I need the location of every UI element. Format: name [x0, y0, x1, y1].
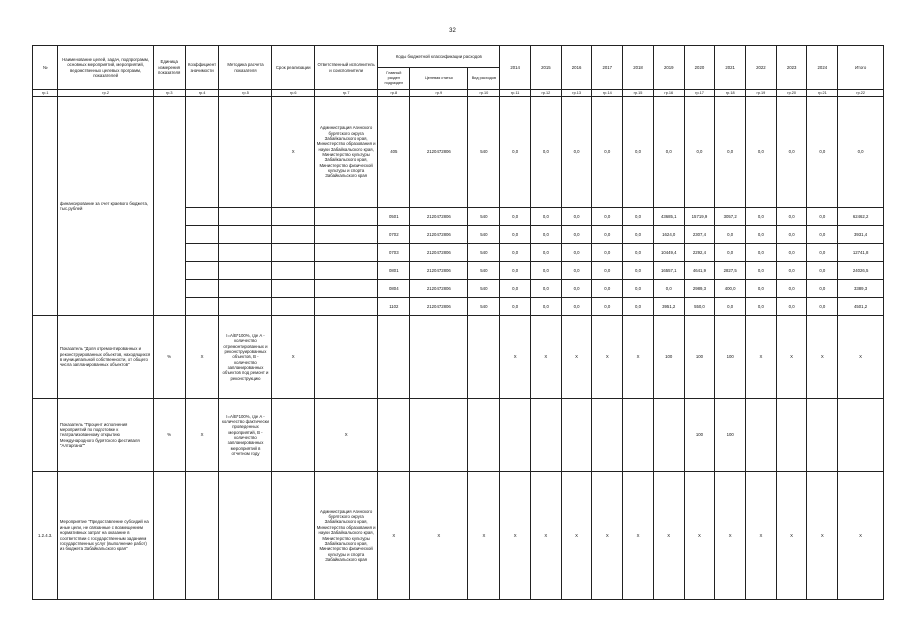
- indicator1-method: I=A/B*100%, где A - количество отремонтированных и реконструированных объектов, B - количество запланированных объектов под ремонт и реконструкцию: [219, 316, 272, 399]
- header-vr: Вид расходов: [468, 68, 500, 90]
- financing-csr: 2120472806: [410, 97, 468, 208]
- value-cell: 0,0: [746, 97, 777, 208]
- value-cell: [561, 399, 592, 472]
- colnum: гр.6: [272, 90, 314, 97]
- value-cell: 3057,2: [715, 208, 746, 226]
- value-cell: 0,0: [592, 208, 623, 226]
- colnum: гр.1: [33, 90, 58, 97]
- colnum: гр.7: [314, 90, 378, 97]
- value-cell: Х: [776, 316, 807, 399]
- value-cell: Х: [807, 316, 838, 399]
- value-cell: 2989,3: [684, 280, 715, 298]
- value-cell: 0,0: [715, 226, 746, 244]
- value-cell: 0,0: [776, 208, 807, 226]
- value-cell: 0,0: [500, 280, 531, 298]
- empty-cell: [468, 399, 500, 472]
- value-cell: 0,0: [592, 226, 623, 244]
- empty-cell: [185, 262, 219, 280]
- value-cell: Х: [592, 472, 623, 600]
- program-table: [32, 45, 884, 600]
- activity-no: 1.2.4.3.: [33, 472, 58, 600]
- financing-unit: [153, 97, 185, 316]
- value-cell: 0,0: [531, 208, 562, 226]
- colnum: гр.5: [219, 90, 272, 97]
- value-cell: Х: [531, 472, 562, 600]
- financing-r: 405: [378, 97, 410, 208]
- colnum: гр.9: [410, 90, 468, 97]
- value-cell: 0,0: [807, 280, 838, 298]
- empty-cell: [153, 472, 185, 600]
- header-coef: Коэффициент значимости: [185, 46, 219, 90]
- empty-cell: [272, 226, 314, 244]
- value-cell: 0,0: [776, 244, 807, 262]
- header-year-2024: 2024: [807, 46, 838, 90]
- empty-cell: [219, 208, 272, 226]
- header-year-2014: 2014: [500, 46, 531, 90]
- empty-cell: [410, 316, 468, 399]
- value-cell: 0,0: [623, 226, 654, 244]
- header-grbs: Главный раздел подраздел: [378, 68, 410, 90]
- total-cell: 3389,3: [838, 280, 884, 298]
- value-cell: 0,0: [500, 208, 531, 226]
- colnum: гр.12: [531, 90, 562, 97]
- page-number: 32: [449, 28, 456, 34]
- empty-cell: [314, 298, 378, 316]
- code-vr: 540: [468, 262, 500, 280]
- empty-cell: [219, 244, 272, 262]
- value-cell: 0,0: [807, 244, 838, 262]
- value-cell: 0,0: [623, 97, 654, 208]
- value-cell: 0,0: [531, 97, 562, 208]
- activity-resp: Администрация Агинского бурятского округа Забайкальского края, Министерство образования и науки Забайкальского края, Министерство культуры Забайкальского края, Министерство физической культуры и спорта Забайкальского края: [314, 472, 378, 600]
- financing-method: [219, 97, 272, 208]
- financing-resp: Администрация Агинского бурятского округа Забайкальского края, Министерство образования и науки Забайкальского края, Министерство культуры Забайкальского края, Министерство физической культуры и спорта Забайкальского края: [314, 97, 378, 208]
- value-cell: 0,0: [531, 298, 562, 316]
- empty-cell: [314, 226, 378, 244]
- code-vr: 540: [468, 208, 500, 226]
- value-cell: 0,0: [561, 244, 592, 262]
- empty-cell: [185, 226, 219, 244]
- value-cell: Х: [807, 472, 838, 600]
- header-codes: Коды бюджетной классификации расходов: [378, 46, 500, 68]
- value-cell: 100: [715, 316, 746, 399]
- value-cell: 2307,4: [684, 226, 715, 244]
- value-cell: Х: [746, 472, 777, 600]
- row-no: [33, 399, 58, 472]
- value-cell: 15719,9: [684, 208, 715, 226]
- colnum: гр.15: [623, 90, 654, 97]
- colnum: гр.17: [684, 90, 715, 97]
- header-year-2020: 2020: [684, 46, 715, 90]
- value-cell: [592, 399, 623, 472]
- header-name: Наименование целей, задач, подпрограмм, основных мероприятий, мероприятий, ведомственных целевых программ, показателей: [58, 46, 153, 90]
- value-cell: 0,0: [746, 208, 777, 226]
- value-cell: 2292,4: [684, 244, 715, 262]
- colnum: гр.4: [185, 90, 219, 97]
- total-cell: Х: [838, 472, 884, 600]
- value-cell: Х: [500, 316, 531, 399]
- total-cell: 12741,8: [838, 244, 884, 262]
- value-cell: 550,0: [684, 298, 715, 316]
- financing-term: Х: [272, 97, 314, 208]
- colnum: гр.13: [561, 90, 592, 97]
- empty-cell: [185, 208, 219, 226]
- code-vr: Х: [468, 472, 500, 600]
- empty-cell: [314, 262, 378, 280]
- value-cell: 0,0: [500, 298, 531, 316]
- value-cell: 0,0: [807, 298, 838, 316]
- header-unit: Единица измерения показателя: [153, 46, 185, 90]
- value-cell: 100: [653, 316, 684, 399]
- empty-cell: [272, 298, 314, 316]
- value-cell: Х: [746, 316, 777, 399]
- empty-cell: [272, 399, 314, 472]
- value-cell: 0,0: [746, 280, 777, 298]
- code-r: 0801: [378, 262, 410, 280]
- value-cell: 0,0: [623, 244, 654, 262]
- empty-cell: [185, 244, 219, 262]
- code-r: 0702: [378, 226, 410, 244]
- code-csr: 2120472806: [410, 262, 468, 280]
- total-cell: 4501,2: [838, 298, 884, 316]
- value-cell: 1624,0: [653, 226, 684, 244]
- code-csr: 2120472806: [410, 244, 468, 262]
- value-cell: 0,0: [531, 244, 562, 262]
- value-cell: 0,0: [653, 97, 684, 208]
- code-csr: 2120472806: [410, 298, 468, 316]
- value-cell: Х: [623, 316, 654, 399]
- empty-cell: [272, 280, 314, 298]
- indicator2-label: Показатель "Процент исполнения мероприятий по подготовке к театрализованному открытию Международного бурятского фестиваля "Алтаргана"": [58, 399, 153, 472]
- indicator2-resp: Х: [314, 399, 378, 472]
- empty-cell: [314, 244, 378, 262]
- colnum: гр.19: [746, 90, 777, 97]
- code-csr: Х: [410, 472, 468, 600]
- total-cell: 0,0: [838, 97, 884, 208]
- indicator2-method: I=A/B*100%, где A - количество фактически проведенных мероприятий, B - количество запланированных мероприятий в отчетном году: [219, 399, 272, 472]
- value-cell: Х: [561, 472, 592, 600]
- empty-cell: [272, 472, 314, 600]
- colnum: гр.21: [807, 90, 838, 97]
- value-cell: 0,0: [746, 298, 777, 316]
- financing-vr: 540: [468, 97, 500, 208]
- value-cell: Х: [653, 472, 684, 600]
- total-cell: 62462,2: [838, 208, 884, 226]
- value-cell: 0,0: [592, 97, 623, 208]
- colnum: гр.11: [500, 90, 531, 97]
- value-cell: 0,0: [776, 298, 807, 316]
- header-year-2017: 2017: [592, 46, 623, 90]
- empty-cell: [378, 316, 410, 399]
- value-cell: 400,0: [715, 280, 746, 298]
- colnum: гр.10: [468, 90, 500, 97]
- value-cell: Х: [715, 472, 746, 600]
- value-cell: 0,0: [715, 97, 746, 208]
- value-cell: 43685,1: [653, 208, 684, 226]
- value-cell: 0,0: [746, 244, 777, 262]
- value-cell: [531, 399, 562, 472]
- value-cell: 0,0: [592, 244, 623, 262]
- colnum: гр.2: [58, 90, 153, 97]
- indicator2-coef: Х: [185, 399, 219, 472]
- value-cell: [653, 399, 684, 472]
- value-cell: 100: [684, 399, 715, 472]
- value-cell: 0,0: [500, 226, 531, 244]
- value-cell: 3951,2: [653, 298, 684, 316]
- indicator1-coef: Х: [185, 316, 219, 399]
- value-cell: 0,0: [746, 226, 777, 244]
- value-cell: 0,0: [531, 262, 562, 280]
- financing-label: финансирование за счет краевого бюджета, тыс.рублей: [58, 97, 153, 316]
- header-year-2018: 2018: [623, 46, 654, 90]
- value-cell: 0,0: [531, 280, 562, 298]
- value-cell: 0,0: [776, 262, 807, 280]
- table-row: [33, 472, 884, 600]
- value-cell: 0,0: [592, 298, 623, 316]
- table-row: [33, 399, 884, 472]
- value-cell: 0,0: [776, 226, 807, 244]
- activity-label: Мероприятие "Предоставление субсидий на иные цели, не связанные с возмещением нормативных затрат на оказание в соответствии с государственным заданием государственных услуг (выполнение работ) из бюджета Забайкальского края": [58, 472, 153, 600]
- empty-cell: [272, 208, 314, 226]
- value-cell: [746, 399, 777, 472]
- value-cell: 16557,1: [653, 262, 684, 280]
- code-csr: 2120472806: [410, 280, 468, 298]
- value-cell: 100: [715, 399, 746, 472]
- total-cell: 24026,5: [838, 262, 884, 280]
- value-cell: [776, 399, 807, 472]
- colnum: гр.20: [776, 90, 807, 97]
- header-year-2019: 2019: [653, 46, 684, 90]
- value-cell: 0,0: [746, 262, 777, 280]
- value-cell: 0,0: [623, 208, 654, 226]
- header-year-2023: 2023: [776, 46, 807, 90]
- indicator1-term: Х: [272, 316, 314, 399]
- colnum: гр.16: [653, 90, 684, 97]
- value-cell: 0,0: [500, 262, 531, 280]
- value-cell: Х: [500, 472, 531, 600]
- empty-cell: [219, 280, 272, 298]
- value-cell: 0,0: [776, 97, 807, 208]
- value-cell: Х: [561, 316, 592, 399]
- row-no: [33, 97, 58, 316]
- code-r: 0501: [378, 208, 410, 226]
- indicator1-unit: %: [153, 316, 185, 399]
- value-cell: 0,0: [592, 280, 623, 298]
- value-cell: 0,0: [807, 97, 838, 208]
- value-cell: 0,0: [653, 280, 684, 298]
- value-cell: 0,0: [561, 280, 592, 298]
- header-year-2021: 2021: [715, 46, 746, 90]
- table-row: [33, 97, 884, 208]
- column-number-row: [33, 90, 884, 97]
- code-csr: 2120472806: [410, 226, 468, 244]
- value-cell: 10449,4: [653, 244, 684, 262]
- value-cell: 0,0: [715, 244, 746, 262]
- empty-cell: [185, 298, 219, 316]
- code-csr: 2120472806: [410, 208, 468, 226]
- colnum: гр.22: [838, 90, 884, 97]
- header-year-2016: 2016: [561, 46, 592, 90]
- empty-cell: [314, 208, 378, 226]
- code-vr: 540: [468, 244, 500, 262]
- header-year-2022: 2022: [746, 46, 777, 90]
- header-total: Итого: [838, 46, 884, 90]
- empty-cell: [314, 280, 378, 298]
- total-cell: Х: [838, 316, 884, 399]
- colnum: гр.3: [153, 90, 185, 97]
- empty-cell: [219, 472, 272, 600]
- value-cell: 0,0: [623, 280, 654, 298]
- code-r: 1102: [378, 298, 410, 316]
- header-method: Методика расчета показателя: [219, 46, 272, 90]
- value-cell: 0,0: [807, 262, 838, 280]
- value-cell: 0,0: [592, 262, 623, 280]
- colnum: гр.14: [592, 90, 623, 97]
- total-cell: 3931,4: [838, 226, 884, 244]
- value-cell: 100: [684, 316, 715, 399]
- value-cell: 0,0: [684, 97, 715, 208]
- value-cell: Х: [776, 472, 807, 600]
- code-r: 0804: [378, 280, 410, 298]
- value-cell: 0,0: [807, 226, 838, 244]
- empty-cell: [272, 244, 314, 262]
- header-term: Срок реализации: [272, 46, 314, 90]
- empty-cell: [219, 262, 272, 280]
- value-cell: [500, 399, 531, 472]
- financing-coef: [185, 97, 219, 208]
- value-cell: 0,0: [715, 298, 746, 316]
- value-cell: 0,0: [561, 262, 592, 280]
- indicator1-label: Показатель "Доля отремонтированных и реконструированных объектов, находящихся в муниципальной собственности, от общего числа запланированных объектов": [58, 316, 153, 399]
- code-vr: 540: [468, 226, 500, 244]
- value-cell: 0,0: [776, 280, 807, 298]
- header-resp: Ответственный исполнитель и соисполнители: [314, 46, 378, 90]
- value-cell: 0,0: [561, 97, 592, 208]
- empty-cell: [219, 226, 272, 244]
- value-cell: [623, 399, 654, 472]
- colnum: гр.8: [378, 90, 410, 97]
- empty-cell: [314, 316, 378, 399]
- code-vr: 540: [468, 280, 500, 298]
- value-cell: Х: [592, 316, 623, 399]
- code-r: 0703: [378, 244, 410, 262]
- value-cell: Х: [623, 472, 654, 600]
- empty-cell: [410, 399, 468, 472]
- value-cell: 2827,5: [715, 262, 746, 280]
- header-year-2015: 2015: [531, 46, 562, 90]
- value-cell: Х: [531, 316, 562, 399]
- value-cell: 0,0: [623, 262, 654, 280]
- code-vr: 540: [468, 298, 500, 316]
- value-cell: 4641,9: [684, 262, 715, 280]
- value-cell: 0,0: [531, 226, 562, 244]
- value-cell: 0,0: [500, 244, 531, 262]
- row-no: [33, 316, 58, 399]
- empty-cell: [185, 472, 219, 600]
- value-cell: [807, 399, 838, 472]
- header-no: №: [33, 46, 58, 90]
- total-cell: [838, 399, 884, 472]
- empty-cell: [272, 262, 314, 280]
- value-cell: 0,0: [500, 97, 531, 208]
- header-csr: Целевая статья: [410, 68, 468, 90]
- empty-cell: [219, 298, 272, 316]
- value-cell: 0,0: [561, 298, 592, 316]
- indicator2-unit: %: [153, 399, 185, 472]
- value-cell: Х: [684, 472, 715, 600]
- value-cell: 0,0: [561, 208, 592, 226]
- colnum: гр.18: [715, 90, 746, 97]
- value-cell: 0,0: [807, 208, 838, 226]
- empty-cell: [185, 280, 219, 298]
- value-cell: 0,0: [623, 298, 654, 316]
- code-r: Х: [378, 472, 410, 600]
- empty-cell: [378, 399, 410, 472]
- table-row: [33, 316, 884, 399]
- value-cell: 0,0: [561, 226, 592, 244]
- empty-cell: [468, 316, 500, 399]
